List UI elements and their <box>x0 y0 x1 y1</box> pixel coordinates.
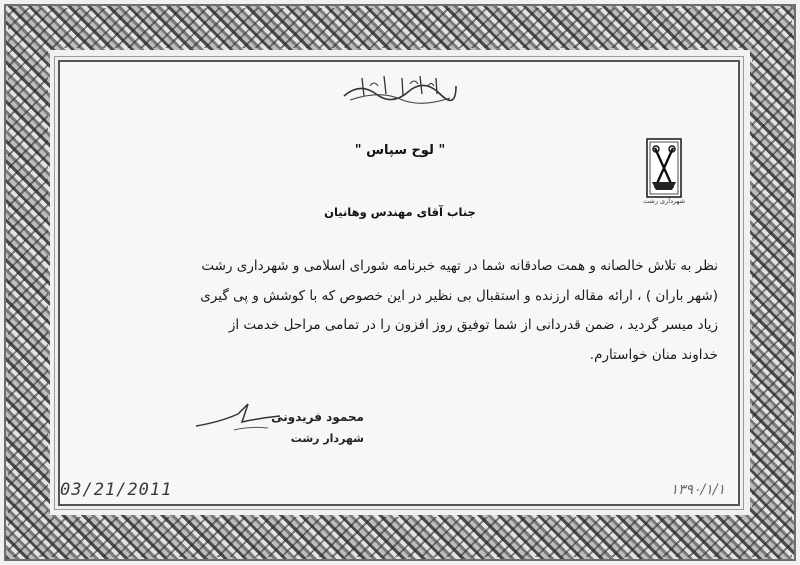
body-line: (شهر باران ) ، ارائه مقاله ارزنده و استقبال بی نظیر در این خصوص که با کوشش و پی گیری <box>200 287 718 304</box>
emblem-caption: شهرداری رشت <box>643 197 685 205</box>
certificate-title: " لوح سپاس " <box>354 143 446 158</box>
signer-name: محمود فریدونی <box>271 410 364 424</box>
basmala-calligraphy-icon <box>340 72 460 106</box>
body-line: خداوند منان خواستارم. <box>589 346 718 363</box>
certificate-body <box>78 252 718 370</box>
handwritten-date-gregorian: 03/21/2011 <box>60 480 173 500</box>
addressee-line: جناب آقای مهندس وهانیان <box>324 205 476 219</box>
signer-title: شهردار رشت <box>290 432 364 445</box>
body-line: نظر به تلاش خالصانه و همت صادقانه شما در تهیه خبرنامه شورای اسلامی و شهرداری رشت <box>201 258 718 274</box>
handwritten-date-persian: ۱۳۹۰/۱/۱ <box>670 482 725 498</box>
body-line: زیاد میسر گردید ، ضمن قدردانی از شما توفیق روز افزون را در تمامی مراحل خدمت از <box>228 317 718 333</box>
municipality-emblem-icon <box>646 138 682 198</box>
